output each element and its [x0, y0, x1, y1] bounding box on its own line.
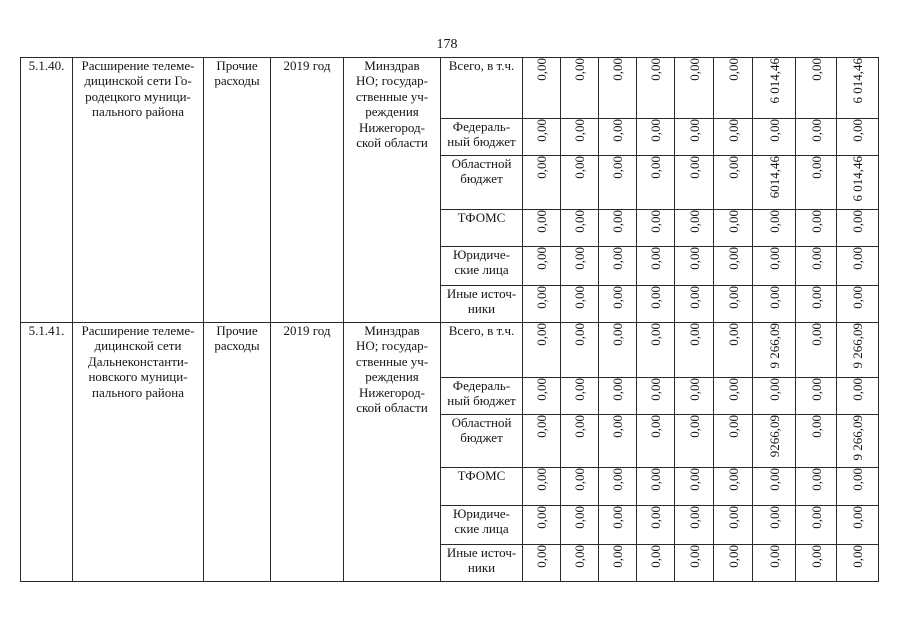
expense-type: Прочие расходы	[204, 58, 271, 323]
value: 0,00	[766, 247, 782, 270]
value-cell	[599, 506, 637, 545]
value: 0,00	[572, 286, 587, 309]
value: 0,00	[725, 468, 741, 491]
value-cell	[714, 506, 753, 545]
value: 0,00	[534, 58, 549, 81]
period: 2019 год	[271, 58, 344, 323]
value: 0,00	[648, 378, 663, 401]
value: 0,00	[850, 119, 865, 142]
value: 0,00	[572, 210, 587, 233]
value: 0,00	[610, 247, 625, 270]
value: 0,00	[648, 286, 663, 309]
value: 0,00	[725, 323, 741, 346]
value: 0,00	[534, 247, 549, 270]
value-cell	[675, 545, 714, 582]
value-cell	[561, 545, 599, 582]
value-cell	[753, 323, 796, 378]
value-cell	[796, 545, 837, 582]
value: 0,00	[686, 58, 702, 81]
value: 0,00	[686, 156, 702, 179]
page-number: 178	[436, 37, 458, 52]
value-cell	[837, 506, 879, 545]
value: 0,00	[686, 545, 702, 568]
value: 6 014,46	[850, 58, 865, 104]
value: 0,00	[766, 506, 782, 529]
funding-source: Иные источ- ники	[441, 545, 523, 582]
value-cell	[714, 247, 753, 286]
value-cell	[675, 210, 714, 247]
value-cell	[837, 210, 879, 247]
value-cell	[599, 545, 637, 582]
value-cell	[523, 247, 561, 286]
value-cell	[753, 58, 796, 119]
value-cell	[675, 156, 714, 210]
value: 0,00	[610, 156, 625, 179]
value: 0,00	[534, 545, 549, 568]
value-cell	[561, 378, 599, 415]
value: 0,00	[534, 468, 549, 491]
value: 0,00	[686, 378, 702, 401]
value: 0,00	[572, 119, 587, 142]
value-cell	[599, 286, 637, 323]
value: 0,00	[648, 506, 663, 529]
value-cell	[675, 506, 714, 545]
funding-source: Иные источ- ники	[441, 286, 523, 323]
value-cell	[753, 468, 796, 506]
value: 0,00	[534, 415, 549, 438]
value: 0,00	[686, 247, 702, 270]
value: 0,00	[610, 286, 625, 309]
budget-table	[20, 57, 879, 582]
value: 0,00	[534, 210, 549, 233]
value: 0,00	[808, 415, 824, 438]
table-row	[21, 58, 879, 119]
value: 6 014,46	[766, 58, 782, 104]
value: 0,00	[725, 506, 741, 529]
value-cell	[753, 247, 796, 286]
value-cell	[714, 323, 753, 378]
value: 0,00	[808, 545, 824, 568]
value-cell	[675, 58, 714, 119]
value-cell	[837, 415, 879, 468]
value-cell	[753, 415, 796, 468]
value-cell	[837, 58, 879, 119]
value: 0,00	[572, 58, 587, 81]
value-cell	[796, 210, 837, 247]
value-cell	[561, 58, 599, 119]
value: 0,00	[648, 247, 663, 270]
value: 0,00	[725, 415, 741, 438]
value-cell	[637, 545, 675, 582]
value-cell	[675, 119, 714, 156]
value-cell	[714, 286, 753, 323]
value-cell	[637, 378, 675, 415]
value: 0,00	[808, 378, 824, 401]
value: 0,00	[766, 286, 782, 309]
value: 0,00	[766, 119, 782, 142]
value: 0,00	[850, 545, 865, 568]
value-cell	[753, 210, 796, 247]
value-cell	[523, 545, 561, 582]
value: 0,00	[648, 58, 663, 81]
value-cell	[796, 119, 837, 156]
item-name: Расширение телеме- дицинской сети Дальнеконстанти- новского муници- пального района	[73, 323, 204, 582]
value-cell	[599, 156, 637, 210]
value-cell	[753, 545, 796, 582]
value-cell	[523, 378, 561, 415]
value-cell	[796, 58, 837, 119]
value-cell	[637, 286, 675, 323]
value-cell	[637, 323, 675, 378]
value-cell	[599, 323, 637, 378]
value: 0,00	[648, 415, 663, 438]
value: 0,00	[572, 415, 587, 438]
value: 0,00	[572, 545, 587, 568]
value: 0,00	[648, 545, 663, 568]
value: 0,00	[686, 119, 702, 142]
value-cell	[561, 156, 599, 210]
value: 0,00	[850, 378, 865, 401]
value: 0,00	[850, 210, 865, 233]
value-cell	[714, 468, 753, 506]
value: 0,00	[648, 468, 663, 491]
expense-type: Прочие расходы	[204, 323, 271, 582]
value: 0,00	[610, 323, 625, 346]
value-cell	[796, 247, 837, 286]
value-cell	[753, 286, 796, 323]
value: 0,00	[686, 210, 702, 233]
value-cell	[796, 323, 837, 378]
value: 0,00	[534, 119, 549, 142]
value-cell	[675, 286, 714, 323]
executor: Минздрав НО; государ- ственные уч- реждения Нижегород- ской области	[344, 58, 441, 323]
funding-source: Юридиче- ские лица	[441, 247, 523, 286]
value: 0,00	[610, 210, 625, 233]
value-cell	[796, 415, 837, 468]
value-cell	[599, 210, 637, 247]
period: 2019 год	[271, 323, 344, 582]
value: 0,00	[686, 286, 702, 309]
value: 0,00	[850, 468, 865, 491]
value-cell	[796, 286, 837, 323]
value-cell	[599, 119, 637, 156]
value: 0,00	[572, 247, 587, 270]
value: 0,00	[534, 156, 549, 179]
value-cell	[523, 323, 561, 378]
value-cell	[599, 378, 637, 415]
item-number: 5.1.40.	[21, 58, 73, 323]
value-cell	[599, 415, 637, 468]
value-cell	[561, 468, 599, 506]
value-cell	[753, 119, 796, 156]
value-cell	[837, 286, 879, 323]
value-cell	[599, 58, 637, 119]
table-body	[21, 58, 879, 582]
value: 0,00	[808, 286, 824, 309]
executor: Минздрав НО; государ- ственные уч- реждения Нижегород- ской области	[344, 323, 441, 582]
value-cell	[561, 286, 599, 323]
value: 9266,09	[766, 415, 782, 458]
value-cell	[796, 378, 837, 415]
value-cell	[837, 247, 879, 286]
value: 0,00	[610, 119, 625, 142]
value: 0,00	[766, 378, 782, 401]
value: 0,00	[534, 506, 549, 529]
value: 0,00	[572, 506, 587, 529]
value: 0,00	[610, 468, 625, 491]
value: 0,00	[725, 247, 741, 270]
value-cell	[637, 58, 675, 119]
value-cell	[637, 468, 675, 506]
value: 0,00	[610, 545, 625, 568]
value: 0,00	[808, 119, 824, 142]
value-cell	[637, 415, 675, 468]
value: 0,00	[572, 468, 587, 491]
value-cell	[714, 58, 753, 119]
value-cell	[837, 119, 879, 156]
value-cell	[561, 506, 599, 545]
value: 0,00	[808, 468, 824, 491]
value-cell	[837, 545, 879, 582]
value-cell	[637, 119, 675, 156]
value: 0,00	[725, 58, 741, 81]
value-cell	[561, 119, 599, 156]
value-cell	[714, 415, 753, 468]
value: 0,00	[648, 323, 663, 346]
value: 0,00	[572, 378, 587, 401]
value-cell	[796, 156, 837, 210]
value-cell	[753, 378, 796, 415]
value: 0,00	[610, 415, 625, 438]
value-cell	[523, 156, 561, 210]
value: 0,00	[610, 58, 625, 81]
value-cell	[675, 247, 714, 286]
value: 6 014,46	[850, 156, 865, 202]
funding-source: Всего, в т.ч.	[441, 58, 523, 119]
value: 0,00	[725, 119, 741, 142]
funding-source: Всего, в т.ч.	[441, 323, 523, 378]
value: 9 266,09	[766, 323, 782, 369]
value-cell	[675, 378, 714, 415]
value: 0,00	[534, 323, 549, 346]
value-cell	[523, 119, 561, 156]
value: 0,00	[686, 468, 702, 491]
value-cell	[561, 323, 599, 378]
value: 0,00	[648, 210, 663, 233]
value-cell	[753, 156, 796, 210]
value-cell	[523, 468, 561, 506]
value: 0,00	[534, 378, 549, 401]
funding-source: Федераль- ный бюджет	[441, 119, 523, 156]
value: 0,00	[610, 506, 625, 529]
value-cell	[753, 506, 796, 545]
value: 0,00	[850, 286, 865, 309]
value-cell	[599, 468, 637, 506]
value-cell	[675, 323, 714, 378]
value: 9 266,09	[850, 323, 865, 369]
value-cell	[714, 378, 753, 415]
value: 0,00	[808, 506, 824, 529]
value-cell	[523, 286, 561, 323]
value-cell	[837, 378, 879, 415]
value: 9 266,09	[850, 415, 865, 461]
value-cell	[837, 468, 879, 506]
funding-source: ТФОМС	[441, 210, 523, 247]
value-cell	[837, 156, 879, 210]
value: 0,00	[534, 286, 549, 309]
value-cell	[675, 415, 714, 468]
value: 6014,46	[766, 156, 782, 199]
funding-source: Федераль- ный бюджет	[441, 378, 523, 415]
value-cell	[837, 323, 879, 378]
value: 0,00	[725, 286, 741, 309]
value-cell	[561, 210, 599, 247]
value-cell	[523, 415, 561, 468]
value: 0,00	[766, 545, 782, 568]
value-cell	[675, 468, 714, 506]
value: 0,00	[808, 323, 824, 346]
funding-source: Областной бюджет	[441, 156, 523, 210]
value-cell	[714, 156, 753, 210]
value: 0,00	[686, 323, 702, 346]
value: 0,00	[648, 156, 663, 179]
value-cell	[714, 119, 753, 156]
value: 0,00	[572, 323, 587, 346]
value: 0,00	[725, 156, 741, 179]
value-cell	[523, 210, 561, 247]
value: 0,00	[766, 468, 782, 491]
value-cell	[637, 506, 675, 545]
value: 0,00	[610, 378, 625, 401]
value-cell	[714, 545, 753, 582]
value-cell	[796, 506, 837, 545]
value: 0,00	[725, 210, 741, 233]
value-cell	[637, 210, 675, 247]
item-name: Расширение телеме- дицинской сети Го- родецкого муници- пального района	[73, 58, 204, 323]
value: 0,00	[808, 247, 824, 270]
item-number: 5.1.41.	[21, 323, 73, 582]
value: 0,00	[686, 415, 702, 438]
value-cell	[561, 415, 599, 468]
funding-source: Областной бюджет	[441, 415, 523, 468]
funding-source: Юридиче- ские лица	[441, 506, 523, 545]
value: 0,00	[686, 506, 702, 529]
value-cell	[561, 247, 599, 286]
value: 0,00	[725, 378, 741, 401]
value-cell	[637, 156, 675, 210]
value: 0,00	[850, 506, 865, 529]
value: 0,00	[766, 210, 782, 233]
value: 0,00	[850, 247, 865, 270]
value-cell	[796, 468, 837, 506]
value: 0,00	[808, 156, 824, 179]
funding-source: ТФОМС	[441, 468, 523, 506]
value-cell	[523, 58, 561, 119]
value: 0,00	[725, 545, 741, 568]
value-cell	[637, 247, 675, 286]
value-cell	[714, 210, 753, 247]
value: 0,00	[572, 156, 587, 179]
value-cell	[599, 247, 637, 286]
table-row	[21, 323, 879, 378]
value: 0,00	[808, 58, 824, 81]
value: 0,00	[648, 119, 663, 142]
value: 0,00	[808, 210, 824, 233]
value-cell	[523, 506, 561, 545]
